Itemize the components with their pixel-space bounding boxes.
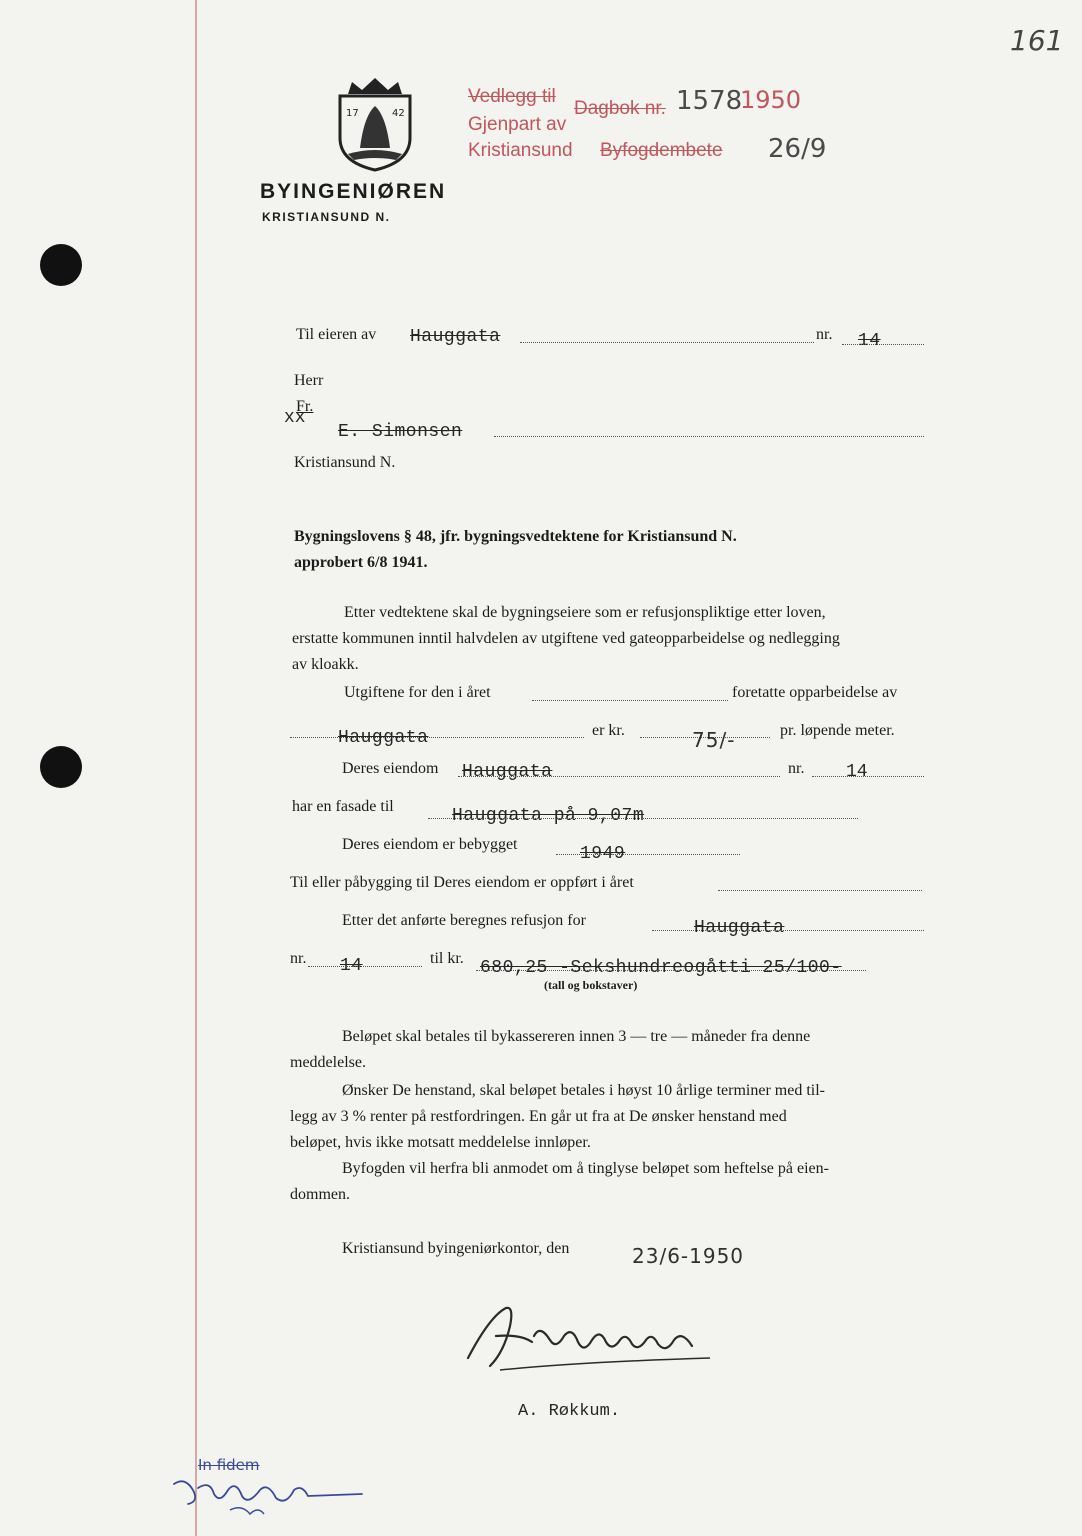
refusjon-nr-label: nr. [290, 950, 307, 967]
form-street1: Hauggata [338, 728, 429, 748]
para1-line3: av kloakk. [292, 656, 359, 673]
stamp-date-hand: 26/9 [768, 134, 827, 164]
paabygging-label: Til eller påbygging til Deres eiendom er oppført i året [290, 874, 634, 891]
fr-label: Fr. [296, 398, 314, 415]
letterhead-subtitle: KRISTIANSUND N. [262, 210, 391, 224]
owner-number: 14 [858, 331, 881, 351]
refusjon-number: 14 [340, 956, 363, 976]
stamp-office: Byfogdembete [600, 140, 723, 161]
stamp-dagbok-number: 1578 [676, 86, 743, 116]
para2-line3: Ønsker De henstand, skal beløpet betales i høyst 10 årlige terminer med til- [342, 1082, 825, 1099]
law-heading-line2: approbert 6/8 1941. [294, 554, 428, 571]
per-meter-label: pr. løpende meter. [780, 722, 895, 739]
fasade-value: Hauggata på 9,07m [452, 806, 645, 826]
til-kr-label: til kr. [430, 950, 464, 967]
foretatte-label: foretatte opparbeidelse av [732, 684, 898, 701]
page-number: 161 [1010, 24, 1064, 57]
owner-street: Hauggata [410, 327, 501, 347]
refusjon-label: Etter det anførte beregnes refusjon for [342, 912, 586, 929]
stamp-kristiansund: Kristiansund [468, 140, 573, 161]
fr-struck: xx [284, 408, 306, 428]
in-fidem-stamp: In fidem [198, 1456, 260, 1474]
bebygget-label: Deres eiendom er bebygget [342, 836, 518, 853]
to-owner-label: Til eieren av [296, 326, 377, 343]
closing-office-label: Kristiansund byingeniørkontor, den [342, 1240, 570, 1257]
utgiftene-label: Utgiftene for den i året [344, 684, 491, 701]
punch-hole-bottom [40, 746, 82, 788]
refusjon-street: Hauggata [694, 918, 785, 938]
closing-date: 23/6-1950 [632, 1244, 745, 1268]
para2-line5: beløpet, hvis ikke motsatt meddelelse innløper. [290, 1134, 591, 1151]
nr-label: nr. [816, 326, 833, 343]
eiendom-nr-label: nr. [788, 760, 805, 777]
stamp-year: 1950 [740, 86, 802, 114]
para2-line4: legg av 3 % renter på restfordringen. En går ut fra at De ønsker henstand med [290, 1108, 787, 1125]
amount-per-meter: 75/- [692, 728, 736, 752]
eiendom-number: 14 [846, 762, 868, 782]
recipient-name: E. Simonsen [338, 422, 463, 442]
punch-hole-top [40, 244, 82, 286]
para1-line2: erstatte kommunen inntil halvdelen av utgiftene ved gateopparbeidelse og nedlegging [292, 630, 840, 647]
para2-line7: dommen. [290, 1186, 350, 1203]
signer-name: A. Røkkum. [518, 1402, 621, 1421]
footer-signature-icon [168, 1470, 378, 1520]
letterhead-title: BYINGENIØREN [260, 180, 447, 203]
stamp-dagbok-label: Dagbok nr. [574, 98, 666, 119]
stamp-gjenpart: Gjenpart av [468, 114, 567, 135]
tall-og-bokstaver: (tall og bokstaver) [544, 978, 638, 992]
stamp-vedlegg-struck: Vedlegg til [468, 86, 556, 107]
crest-left-year: 17 [346, 108, 359, 119]
para2-line6: Byfogden vil herfra bli anmodet om å tinglyse beløpet som heftelse på eien- [342, 1160, 829, 1177]
para2-line1: Beløpet skal betales til bykassereren innen 3 — tre — måneder fra denne [342, 1028, 811, 1045]
signature-icon [460, 1296, 740, 1376]
refusjon-amount: 680,25 -Sekshundreogåtti 25/100- [480, 958, 842, 978]
crest-icon [334, 76, 416, 172]
eiendom-label: Deres eiendom [342, 760, 439, 777]
crest-right-year: 42 [392, 108, 405, 119]
para1-line1: Etter vedtektene skal de bygningseiere som er refusjonspliktige etter loven, [344, 604, 826, 621]
recipient-city: Kristiansund N. [294, 454, 396, 471]
er-kr-label: er kr. [592, 722, 625, 739]
red-margin-line [195, 0, 197, 1536]
eiendom-street: Hauggata [462, 762, 553, 782]
law-heading-line1: Bygningslovens § 48, jfr. bygningsvedtektene for Kristiansund N. [294, 528, 737, 545]
fasade-label: har en fasade til [292, 798, 394, 815]
para2-line2: meddelelse. [290, 1054, 366, 1071]
herr-label: Herr [294, 372, 324, 389]
bebygget-year: 1949 [580, 844, 626, 864]
